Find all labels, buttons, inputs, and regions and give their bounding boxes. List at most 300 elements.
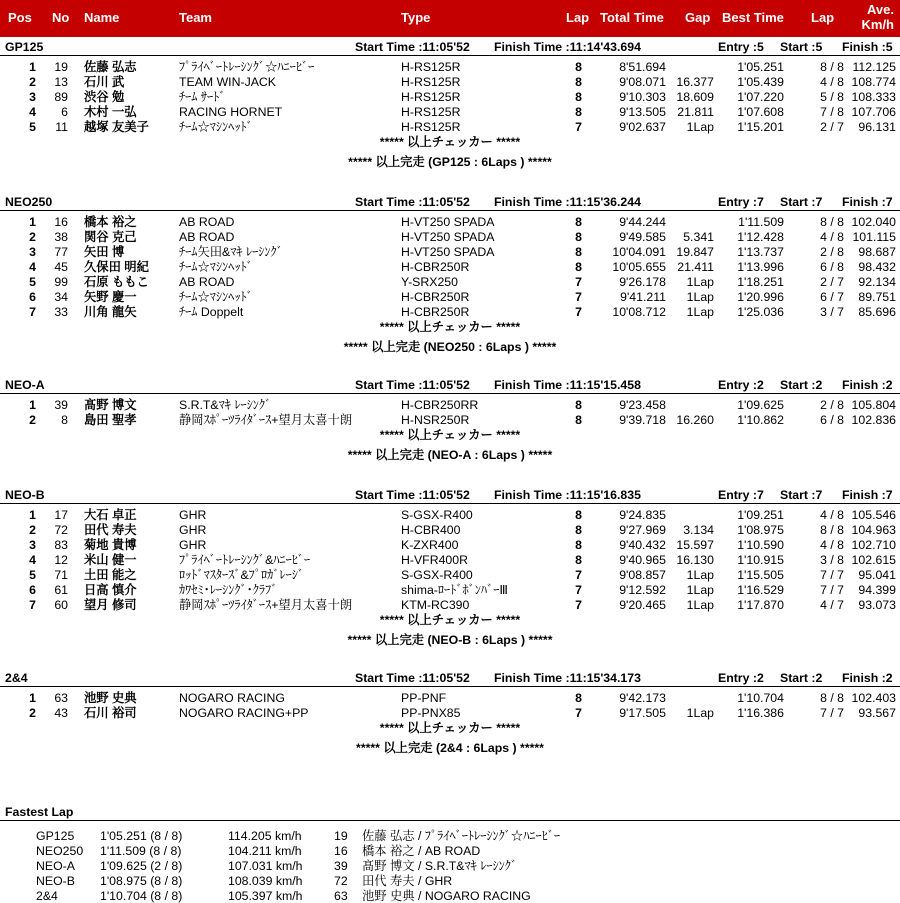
cell-best: 1'15.505: [737, 568, 784, 582]
cell-type: H-CBR400: [401, 523, 461, 537]
fastest-time: 1'09.625 (2 / 8): [100, 859, 183, 873]
cell-team: ﾁｰﾑ Doppelt: [179, 305, 244, 319]
cell-no: 13: [54, 75, 68, 89]
section-start: Start Time :11:05'52: [355, 195, 470, 209]
table-row: [0, 304, 900, 319]
cell-team: ﾌﾟﾗｲﾍﾞｰﾄﾚｰｼﾝｸﾞ☆ﾊﾆｰﾋﾞｰ: [179, 60, 315, 74]
cell-gap: 16.260: [676, 413, 714, 427]
table-row: [0, 214, 900, 229]
fastest-rider: 田代 寿夫 / GHR: [362, 874, 453, 888]
section-title: 2&4: [5, 671, 28, 685]
header-type: Type: [401, 10, 431, 25]
header-best-lap: Lap: [811, 10, 835, 25]
cell-no: 63: [54, 691, 68, 705]
cell-name: 日高 慎介: [84, 583, 137, 597]
cell-lap: 8: [575, 508, 582, 522]
cell-total: 9'02.637: [619, 120, 666, 134]
cell-blap: 5 / 8: [820, 90, 844, 104]
cell-total: 8'51.694: [619, 60, 666, 74]
table-row: [0, 59, 900, 74]
section-finish-count: Finish :2: [842, 671, 893, 685]
cell-blap: 7 / 7: [820, 583, 844, 597]
cell-pos: 1: [29, 508, 36, 522]
cell-pos: 5: [29, 568, 36, 582]
class-section: [0, 377, 900, 465]
cell-team: AB ROAD: [179, 230, 235, 244]
cell-type: PP-PNF: [401, 691, 447, 705]
cell-name: 石川 裕司: [84, 706, 137, 720]
table-row: [0, 89, 900, 104]
cell-total: 10'08.712: [612, 305, 666, 319]
header-gap: Gap: [685, 10, 711, 25]
result-rows: [0, 211, 900, 319]
cell-lap: 8: [575, 538, 582, 552]
cell-best: 1'07.220: [737, 90, 784, 104]
table-row: [0, 537, 900, 552]
cell-lap: 8: [575, 245, 582, 259]
cell-ave: 108.774: [851, 75, 896, 89]
section-finish-time: Finish Time :11:15'34.173: [494, 671, 641, 685]
cell-lap: 8: [575, 260, 582, 274]
cell-type: H-CBR250RR: [401, 398, 479, 412]
cell-lap: 8: [575, 691, 582, 705]
table-row: [0, 552, 900, 567]
cell-gap: 21.811: [677, 105, 714, 119]
section-title: GP125: [5, 40, 44, 54]
cell-no: 72: [54, 523, 68, 537]
cell-total: 9'27.969: [619, 523, 666, 537]
cell-ave: 102.040: [851, 215, 896, 229]
cell-pos: 2: [29, 413, 36, 427]
fastest-time: 1'05.251 (8 / 8): [100, 829, 183, 843]
cell-name: 関谷 克己: [84, 230, 137, 244]
cell-best: 1'05.439: [737, 75, 784, 89]
section-complete-note: [0, 632, 900, 650]
cell-team: ﾁｰﾑ矢田&ﾏｷ ﾚｰｼﾝｸﾞ: [179, 245, 283, 259]
cell-lap: 8: [575, 215, 582, 229]
section-title: NEO-A: [5, 378, 45, 392]
class-section: [0, 487, 900, 650]
cell-gap: 19.847: [676, 245, 714, 259]
cell-ave: 102.615: [851, 553, 896, 567]
section-complete-text: ***** 以上完走 (NEO-B : 6Laps ) *****: [347, 633, 553, 647]
cell-lap: 7: [575, 305, 582, 319]
cell-no: 43: [54, 706, 68, 720]
section-checker-note: [0, 319, 900, 339]
cell-type: H-VFR400R: [401, 553, 468, 567]
fastest-no: 19: [334, 829, 348, 843]
cell-name: 川角 龍矢: [84, 305, 137, 319]
fastest-speed: 107.031 km/h: [228, 859, 303, 873]
cell-lap: 8: [575, 413, 582, 427]
cell-name: 島田 聖孝: [84, 413, 137, 427]
cell-no: 89: [54, 90, 68, 104]
section-finish-time: Finish Time :11:15'16.835: [494, 488, 641, 502]
section-start: Start Time :11:05'52: [355, 671, 470, 685]
cell-total: 9'23.458: [619, 398, 666, 412]
fastest-lap-title: Fastest Lap: [5, 805, 74, 819]
cell-pos: 6: [29, 290, 36, 304]
fastest-no: 72: [334, 874, 348, 888]
header-best-time: Best Time: [722, 10, 784, 25]
cell-gap: 1Lap: [686, 275, 714, 289]
cell-ave: 93.567: [858, 706, 896, 720]
section-start: Start Time :11:05'52: [355, 40, 470, 54]
cell-gap: 18.609: [676, 90, 714, 104]
cell-blap: 8 / 8: [820, 523, 844, 537]
section-start: Start Time :11:05'52: [355, 378, 470, 392]
cell-lap: 7: [575, 290, 582, 304]
cell-no: 38: [54, 230, 68, 244]
cell-team: ﾛｯﾄﾞﾏｽﾀｰｽﾞ&ﾌﾟﾛｶﾞﾚｰｼﾞ: [179, 568, 305, 582]
cell-ave: 93.073: [858, 598, 896, 612]
results-header-bar: [0, 0, 900, 37]
cell-gap: 16.377: [676, 75, 714, 89]
fastest-lap-row: [0, 828, 900, 843]
cell-gap: 1Lap: [686, 706, 714, 720]
cell-team: 静岡ｽﾎﾟｰﾂﾗｲﾀﾞｰｽ+望月太喜十朗: [179, 413, 353, 427]
cell-type: H-RS125R: [401, 105, 461, 119]
cell-ave: 108.333: [851, 90, 896, 104]
class-section-header: [0, 194, 900, 211]
cell-total: 9'17.505: [619, 706, 666, 720]
cell-ave: 89.751: [858, 290, 896, 304]
table-row: [0, 244, 900, 259]
cell-ave: 98.687: [858, 245, 896, 259]
section-entry: Entry :7: [718, 488, 764, 502]
cell-no: 33: [54, 305, 68, 319]
cell-gap: 1Lap: [686, 568, 714, 582]
cell-team: ﾁｰﾑ☆ﾏｼﾝﾍｯﾄﾞ: [179, 260, 253, 274]
cell-best: 1'20.996: [737, 290, 784, 304]
result-rows: [0, 56, 900, 134]
fastest-time: 1'11.509 (8 / 8): [100, 844, 182, 858]
cell-type: KTM-RC390: [401, 598, 470, 612]
fastest-no: 16: [334, 844, 348, 858]
cell-pos: 3: [29, 538, 36, 552]
cell-name: 髙野 博文: [84, 398, 137, 412]
cell-lap: 7: [575, 120, 582, 134]
cell-team: ﾁｰﾑ☆ﾏｼﾝﾍｯﾄﾞ: [179, 120, 253, 134]
section-finish-count: Finish :7: [842, 195, 893, 209]
header-no: No: [52, 10, 70, 25]
fastest-no: 63: [334, 889, 348, 903]
header-pos: Pos: [8, 10, 32, 25]
cell-no: 34: [54, 290, 68, 304]
section-complete-note: [0, 154, 900, 172]
section-finish-count: Finish :5: [842, 40, 893, 54]
cell-team: AB ROAD: [179, 215, 235, 229]
section-entry: Entry :2: [718, 671, 764, 685]
cell-type: Y-SRX250: [401, 275, 458, 289]
cell-pos: 2: [29, 75, 36, 89]
cell-blap: 7 / 8: [820, 105, 844, 119]
cell-total: 9'08.857: [619, 568, 666, 582]
cell-lap: 7: [575, 568, 582, 582]
result-rows: [0, 394, 900, 427]
cell-pos: 1: [29, 691, 36, 705]
section-checker-text: ***** 以上チェッカー *****: [379, 428, 521, 442]
table-row: [0, 397, 900, 412]
cell-blap: 7 / 7: [820, 706, 844, 720]
cell-gap: 15.597: [676, 538, 714, 552]
cell-lap: 8: [575, 105, 582, 119]
cell-best: 1'10.862: [737, 413, 784, 427]
cell-name: 田代 寿夫: [84, 523, 137, 537]
cell-ave: 102.403: [851, 691, 896, 705]
cell-total: 9'44.244: [619, 215, 666, 229]
cell-best: 1'10.704: [737, 691, 784, 705]
header-total-time: Total Time: [600, 10, 664, 25]
table-row: [0, 690, 900, 705]
fastest-cls: NEO250: [36, 844, 84, 858]
fastest-speed: 108.039 km/h: [228, 874, 303, 888]
fastest-rider: 橋本 裕之 / AB ROAD: [362, 844, 481, 858]
cell-name: 池野 史典: [84, 691, 137, 705]
cell-no: 17: [54, 508, 68, 522]
cell-pos: 7: [29, 598, 36, 612]
cell-blap: 6 / 7: [820, 290, 844, 304]
cell-gap: 1Lap: [686, 290, 714, 304]
cell-no: 71: [54, 568, 68, 582]
cell-blap: 3 / 7: [820, 305, 844, 319]
section-checker-note: [0, 720, 900, 740]
cell-pos: 7: [29, 305, 36, 319]
cell-blap: 4 / 8: [820, 508, 844, 522]
section-start: Start Time :11:05'52: [355, 488, 470, 502]
table-row: [0, 274, 900, 289]
cell-team: 静岡ｽﾎﾟｰﾂﾗｲﾀﾞｰｽ+望月太喜十朗: [179, 598, 353, 612]
cell-team: TEAM WIN-JACK: [179, 75, 277, 89]
cell-gap: 1Lap: [686, 120, 714, 134]
cell-lap: 8: [575, 553, 582, 567]
section-complete-text: ***** 以上完走 (GP125 : 6Laps ) *****: [348, 155, 552, 169]
cell-lap: 7: [575, 598, 582, 612]
fastest-speed: 105.397 km/h: [228, 889, 303, 903]
cell-team: ﾁｰﾑ☆ﾏｼﾝﾍｯﾄﾞ: [179, 290, 253, 304]
cell-pos: 2: [29, 230, 36, 244]
section-complete-text: ***** 以上完走 (NEO-A : 6Laps ) *****: [347, 448, 553, 462]
cell-blap: 2 / 7: [820, 275, 844, 289]
cell-blap: 2 / 8: [820, 398, 844, 412]
cell-ave: 98.432: [858, 260, 896, 274]
cell-lap: 7: [575, 583, 582, 597]
cell-lap: 7: [575, 706, 582, 720]
cell-best: 1'12.428: [737, 230, 784, 244]
cell-blap: 8 / 8: [820, 60, 844, 74]
cell-total: 9'20.465: [619, 598, 666, 612]
fastest-time: 1'10.704 (8 / 8): [100, 889, 183, 903]
fastest-cls: NEO-A: [36, 859, 75, 873]
cell-name: 土田 能之: [84, 568, 137, 582]
table-row: [0, 582, 900, 597]
cell-best: 1'13.996: [737, 260, 784, 274]
cell-type: H-RS125R: [401, 120, 461, 134]
cell-ave: 107.706: [851, 105, 896, 119]
section-checker-text: ***** 以上チェッカー *****: [379, 721, 521, 735]
cell-type: shima-ﾛｰﾄﾞﾎﾞﾝﾊﾞｰⅢ: [401, 583, 508, 597]
cell-total: 9'24.835: [619, 508, 666, 522]
cell-gap: 16.130: [676, 553, 714, 567]
class-section-header: [0, 39, 900, 56]
section-checker-note: [0, 427, 900, 447]
cell-pos: 2: [29, 706, 36, 720]
cell-total: 9'39.718: [619, 413, 666, 427]
section-complete-note: [0, 447, 900, 465]
cell-best: 1'09.251: [737, 508, 784, 522]
cell-no: 60: [54, 598, 68, 612]
cell-blap: 6 / 8: [820, 413, 844, 427]
cell-total: 9'49.585: [619, 230, 666, 244]
cell-best: 1'10.590: [737, 538, 784, 552]
cell-total: 9'13.505: [619, 105, 666, 119]
fastest-speed: 114.205 km/h: [228, 829, 302, 843]
cell-lap: 8: [575, 523, 582, 537]
header-lap: Lap: [566, 10, 590, 25]
cell-best: 1'11.509: [738, 215, 784, 229]
cell-blap: 4 / 7: [820, 598, 844, 612]
cell-type: H-VT250 SPADA: [401, 230, 495, 244]
section-complete-note: [0, 339, 900, 357]
table-row: [0, 597, 900, 612]
cell-no: 77: [54, 245, 68, 259]
header-team: Team: [179, 10, 212, 25]
cell-ave: 101.115: [852, 230, 896, 244]
section-complete-text: ***** 以上完走 (NEO250 : 6Laps ) *****: [343, 340, 557, 354]
cell-gap: 1Lap: [686, 598, 714, 612]
header-average-speed: [862, 2, 895, 32]
cell-name: 米山 健一: [84, 553, 137, 567]
section-checker-text: ***** 以上チェッカー *****: [379, 135, 521, 149]
section-complete-note: [0, 740, 900, 758]
cell-name: 菊地 貴博: [84, 538, 137, 552]
section-finish-time: Finish Time :11:14'43.694: [494, 40, 641, 54]
cell-team: RACING HORNET: [179, 105, 283, 119]
table-row: [0, 229, 900, 244]
cell-team: AB ROAD: [179, 275, 235, 289]
fastest-lap-row: [0, 843, 900, 858]
header-ave-line2: Km/h: [861, 17, 894, 32]
cell-name: 久保田 明紀: [84, 260, 149, 274]
cell-ave: 104.963: [851, 523, 896, 537]
cell-pos: 1: [29, 215, 36, 229]
cell-blap: 8 / 8: [820, 691, 844, 705]
cell-type: S-GSX-R400: [401, 508, 473, 522]
cell-no: 16: [54, 215, 68, 229]
cell-gap: 3.134: [683, 523, 714, 537]
cell-type: H-NSR250R: [401, 413, 470, 427]
section-checker-note: [0, 134, 900, 154]
cell-ave: 94.399: [858, 583, 896, 597]
fastest-lap-rows: [0, 821, 900, 903]
table-row: [0, 104, 900, 119]
cell-lap: 8: [575, 75, 582, 89]
section-finish-time: Finish Time :11:15'15.458: [494, 378, 641, 392]
section-checker-note: [0, 612, 900, 632]
cell-blap: 2 / 8: [820, 245, 844, 259]
cell-name: 渋谷 勉: [84, 90, 125, 104]
cell-best: 1'13.737: [737, 245, 784, 259]
cell-best: 1'07.608: [737, 105, 784, 119]
fastest-lap-heading: [0, 804, 900, 821]
cell-gap: 5.341: [683, 230, 714, 244]
table-row: [0, 567, 900, 582]
fastest-cls: GP125: [36, 829, 75, 843]
cell-lap: 8: [575, 230, 582, 244]
class-section-header: [0, 487, 900, 504]
section-complete-text: ***** 以上完走 (2&4 : 6Laps ) *****: [356, 741, 544, 755]
fastest-no: 39: [334, 859, 348, 873]
cell-total: 10'05.655: [612, 260, 666, 274]
cell-ave: 92.134: [858, 275, 896, 289]
table-row: [0, 522, 900, 537]
cell-no: 19: [54, 60, 68, 74]
cell-team: GHR: [179, 538, 207, 552]
cell-best: 1'16.529: [737, 583, 784, 597]
result-rows: [0, 687, 900, 720]
cell-blap: 7 / 7: [820, 568, 844, 582]
cell-type: K-ZXR400: [401, 538, 459, 552]
cell-total: 9'40.432: [619, 538, 666, 552]
cell-best: 1'17.870: [737, 598, 784, 612]
cell-no: 8: [61, 413, 68, 427]
fastest-lap-row: [0, 858, 900, 873]
cell-no: 99: [54, 275, 68, 289]
cell-ave: 105.804: [851, 398, 896, 412]
cell-gap: 1Lap: [686, 305, 714, 319]
section-start-count: Start :2: [780, 378, 823, 392]
cell-name: 佐藤 弘志: [84, 60, 137, 74]
cell-team: S.R.T&ﾏｷ ﾚｰｼﾝｸﾞ: [179, 398, 272, 412]
fastest-rider: 池野 史典 / NOGARO RACING: [362, 889, 531, 903]
fastest-rider: 佐藤 弘志 / ﾌﾟﾗｲﾍﾞｰﾄﾚｰｼﾝｸﾞ☆ﾊﾆｰﾋﾞｰ: [362, 829, 561, 843]
cell-best: 1'09.625: [737, 398, 784, 412]
cell-team: GHR: [179, 523, 207, 537]
cell-pos: 1: [29, 398, 36, 412]
fastest-rider: 髙野 博文 / S.R.T&ﾏｷ ﾚｰｼﾝｸﾞ: [362, 859, 518, 873]
section-finish-time: Finish Time :11:15'36.244: [494, 195, 641, 209]
cell-team: ﾌﾟﾗｲﾍﾞｰﾄﾚｰｼﾝｸﾞ&ﾊﾆｰﾋﾞｰ: [179, 553, 311, 567]
cell-name: 大石 卓正: [84, 508, 137, 522]
fastest-lap-section: [0, 804, 900, 903]
cell-blap: 4 / 8: [820, 75, 844, 89]
cell-ave: 102.836: [851, 413, 896, 427]
table-row: [0, 705, 900, 720]
section-checker-text: ***** 以上チェッカー *****: [379, 320, 521, 334]
section-start-count: Start :2: [780, 671, 823, 685]
cell-no: 6: [61, 105, 68, 119]
cell-blap: 4 / 8: [820, 538, 844, 552]
cell-no: 12: [54, 553, 68, 567]
cell-pos: 3: [29, 90, 36, 104]
table-row: [0, 412, 900, 427]
cell-no: 45: [54, 260, 68, 274]
cell-name: 石川 武: [84, 75, 125, 89]
cell-total: 9'10.303: [619, 90, 666, 104]
cell-best: 1'16.386: [737, 706, 784, 720]
section-checker-text: ***** 以上チェッカー *****: [379, 613, 521, 627]
cell-type: H-CBR250R: [401, 290, 470, 304]
cell-blap: 4 / 8: [820, 230, 844, 244]
cell-best: 1'15.201: [737, 120, 784, 134]
cell-total: 9'12.592: [619, 583, 666, 597]
fastest-time: 1'08.975 (8 / 8): [100, 874, 183, 888]
cell-blap: 2 / 7: [820, 120, 844, 134]
cell-blap: 3 / 8: [820, 553, 844, 567]
cell-lap: 8: [575, 60, 582, 74]
section-entry: Entry :2: [718, 378, 764, 392]
cell-ave: 95.041: [858, 568, 896, 582]
